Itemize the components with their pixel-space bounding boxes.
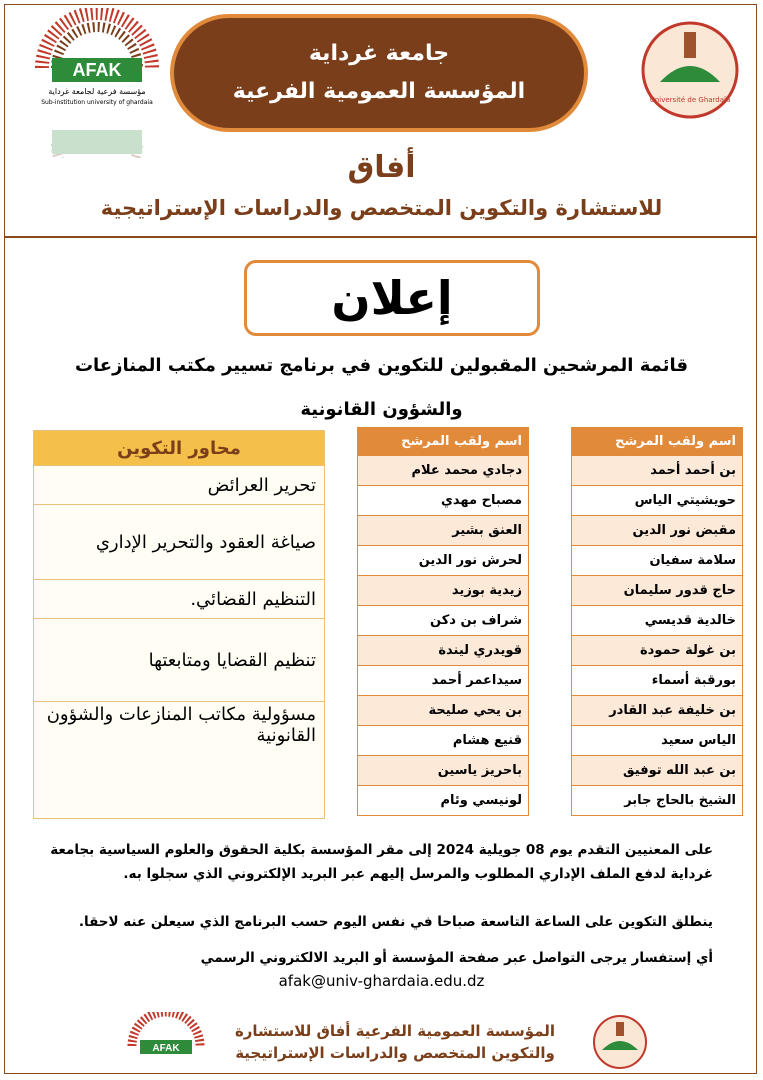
axes-header: محاور التكوين xyxy=(34,431,325,466)
table-row: قنيع هشام xyxy=(358,726,529,756)
contact-paragraph: أي إستفسار يرجى التواصل عبر صفحة المؤسسة أو البريد الالكتروني الرسمي xyxy=(200,950,713,966)
axis-item: مسؤولية مكاتب المنازعات والشؤون القانونية xyxy=(34,702,325,819)
list-title-line-2: والشؤون القانونية xyxy=(300,399,463,420)
table-row: بن غولة حمودة xyxy=(572,636,743,666)
university-logo xyxy=(640,20,740,120)
footer-university-logo xyxy=(592,1014,648,1070)
list-title-line-1: قائمة المرشحين المقبولين للتكوين في برنامج تسيير مكتب المنازعات xyxy=(74,355,689,376)
list-title xyxy=(60,344,703,432)
header-line-2: المؤسسة العمومية الفرعية xyxy=(232,79,526,104)
axis-item: صياغة العقود والتحرير الإداري xyxy=(34,505,325,580)
afak-logo-sub-ar: مؤسسة فرعية لجامعة غرداية xyxy=(48,87,146,96)
header-pill xyxy=(170,14,588,132)
table-row: سلامة سفيان xyxy=(572,546,743,576)
table-row: شراف بن دكن xyxy=(358,606,529,636)
table-row: لونيسي وئام xyxy=(358,786,529,816)
table-row: الياس سعيد xyxy=(572,726,743,756)
start-time-paragraph: ينطلق التكوين على الساعة التاسعة صباحا في نفس اليوم حسب البرنامج الذي سيعلن عنه لاحقا. xyxy=(78,914,713,930)
footer-afak-logo xyxy=(118,1012,214,1072)
org-title: أفاق xyxy=(347,150,416,185)
instructions-paragraph: على المعنيين التقدم يوم 08 جويلية 2024 إلى مقر المؤسسة بكلية الحقوق والعلوم السياسية بجامعة غرداية لدفع الملف الإداري المطلوب والمرسل إليهم عبر البريد الإلكتروني الذي سجلوا به. xyxy=(50,842,713,882)
table-row: بن يحي صليحة xyxy=(358,696,529,726)
axis-item: تحرير العرائض xyxy=(34,466,325,505)
table-header: اسم ولقب المرشح xyxy=(358,428,529,456)
table-row: زيدية بوزيد xyxy=(358,576,529,606)
table-row: حاج قدور سليمان xyxy=(572,576,743,606)
table-row: مقبض نور الدين xyxy=(572,516,743,546)
table-row: بورقبة أسماء xyxy=(572,666,743,696)
table-row: بن خليفة عبد القادر xyxy=(572,696,743,726)
afak-logo-text: AFAK xyxy=(72,60,122,80)
afak-logo xyxy=(22,8,172,158)
table-row: الشيخ بالحاج جابر xyxy=(572,786,743,816)
afak-logo-sub-en: Sub-institution university of ghardaia xyxy=(41,99,153,106)
table-row: باحريز ياسين xyxy=(358,756,529,786)
table-row: دجادي محمد علام xyxy=(358,456,529,486)
axis-item: تنظيم القضايا ومتابعتها xyxy=(34,619,325,702)
header-line-1: جامعة غرداية xyxy=(308,41,450,66)
org-subtitle: للاستشارة والتكوين المتخصص والدراسات الإستراتيجية xyxy=(100,196,663,220)
table-row: بن عبد الله توفيق xyxy=(572,756,743,786)
table-row: سيداعمر أحمد xyxy=(358,666,529,696)
footer-line-1: المؤسسة العمومية الفرعية أفاق للاستشارة xyxy=(234,1022,556,1040)
table-header: اسم ولقب المرشح xyxy=(572,428,743,456)
table-row: خالدية قديسي xyxy=(572,606,743,636)
table-row: قويدري ليندة xyxy=(358,636,529,666)
announcement-heading: إعلان xyxy=(244,260,540,336)
contact-email[interactable]: afak@univ-ghardaia.edu.dz xyxy=(278,972,485,990)
footer-afak-logo-text: AFAK xyxy=(152,1043,180,1054)
footer-text xyxy=(230,1020,560,1064)
table-row: العنق بشير xyxy=(358,516,529,546)
candidates-table-1 xyxy=(571,427,743,816)
table-row: حويشيتي الياس xyxy=(572,486,743,516)
axis-item: التنظيم القضائي. xyxy=(34,580,325,619)
university-logo-text: Université de Ghardaïa xyxy=(649,96,731,104)
candidates-table-2 xyxy=(357,427,529,816)
table-row: بن أحمد أحمد xyxy=(572,456,743,486)
table-row: مصباح مهدي xyxy=(358,486,529,516)
table-row: لحرش نور الدين xyxy=(358,546,529,576)
training-axes-table xyxy=(33,430,325,819)
footer-line-2: والتكوين المتخصص والدراسات الإستراتيجية xyxy=(235,1044,555,1062)
